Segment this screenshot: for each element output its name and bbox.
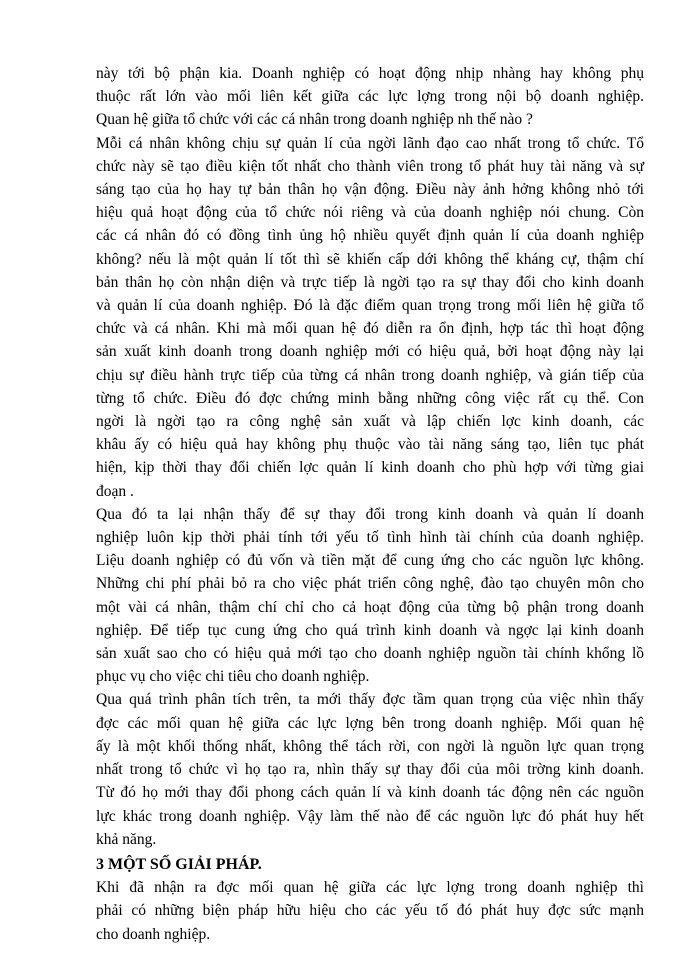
text-line: Liệu doanh nghiệp có đủ vốn và tiền mặt để cung ứng cho các nguồn lực không. <box>96 552 644 570</box>
text-line: lực khác trong doanh nghiệp. Vậy làm thế nào để các nguồn lực đó phát huy hết <box>96 807 644 825</box>
text-line: chức này sẽ tạo điều kiện tốt nhất cho thành viên trong tổ phát huy tài năng và sự <box>96 157 644 175</box>
text-line: một vài cá nhân, thậm chí chỉ cho cả hoạt động của từng bộ phận trong doanh <box>96 598 644 616</box>
text-line: các cá nhân đó có đồng tình ủng hộ nhiều quyết định quản lí của doanh nghiệp <box>96 227 644 245</box>
document-page <box>96 62 644 946</box>
body-text <box>96 62 644 851</box>
text-line: chịu sự điều hành trực tiếp của từng cá nhân trong doanh nghiệp, và gián tiếp của <box>96 366 644 384</box>
text-line: nghiệp. Để tiếp tục cung ứng cho quá trình kinh doanh và ngợc lại kinh doanh <box>96 621 644 639</box>
text-line: nhất trong tổ chức vì họ tạo ra, nhìn thấy sự thay đổi của môi trờng kinh doanh. <box>96 761 644 779</box>
text-line: Những chi phí phải bỏ ra cho việc phát triển công nghệ, đào tạo chuyên môn cho <box>96 575 644 593</box>
section-heading: 3 MỘT SỐ GIẢI PHÁP. <box>96 855 262 873</box>
text-line: không? nếu là một quản lí tốt thì sẽ khiến cấp dới không thể kháng cự, thậm chí <box>96 250 644 268</box>
text-line: bản thân họ còn nhận diện và trực tiếp là ngời tạo ra sự thay đổi cho kinh doanh <box>96 273 644 291</box>
text-line: sáng tạo của họ hay tự bản thân họ vận động. Điều này ảnh hởng không nhỏ tới <box>96 181 644 199</box>
text-line: và quản lí của doanh nghiệp. Đó là đặc điểm quan trọng trong mối liên hệ giữa tổ <box>96 297 644 315</box>
text-line: Từ đó họ mới thay đổi phong cách quản lí và kinh doanh tác động nên các nguồn <box>96 784 644 802</box>
text-line: Qua đó ta lại nhận thấy để sự thay đổi trong kinh doanh và quản lí doanh <box>96 505 644 523</box>
text-line: thuộc rất lớn vào mối liên kết giữa các lực lợng trong nội bộ doanh nghiệp. <box>96 88 644 106</box>
text-line: Quan hệ giữa tổ chức với các cá nhân trong doanh nghiệp nh thế nào ? <box>96 111 533 129</box>
text-line: này tới bộ phận kia. Doanh nghiệp có hoạt động nhịp nhàng hay không phụ <box>96 65 644 82</box>
section-text <box>96 876 644 946</box>
text-line: đợc các mối quan hệ giữa các lực lợng bên trong doanh nghiệp. Mối quan hệ <box>96 714 644 732</box>
text-line: đoạn . <box>96 482 134 500</box>
text-line: ngời là ngời tạo ra công nghệ sản xuất và lập chiến lợc kinh doanh, các <box>96 413 644 431</box>
text-line: Mỗi cá nhân không chịu sự quản lí của ngời lãnh đạo cao nhất trong tổ chức. Tổ <box>96 134 644 152</box>
text-line: khả năng. <box>96 830 157 848</box>
text-line: sản xuất sao cho có hiệu quả mới tạo cho doanh nghiệp nguồn tài chính khổng lồ <box>96 645 644 663</box>
text-line: phải có những biện pháp hữu hiệu cho các yếu tố đó phát huy đợc sức mạnh <box>96 902 644 920</box>
text-line: phục vụ cho việc chi tiêu cho doanh nghiệp. <box>96 668 370 686</box>
text-line: hiện, kịp thời thay đổi chiến lợc quản lí kinh doanh cho phù hợp với từng giai <box>96 459 644 477</box>
text-line: sản xuất kinh doanh trong doanh nghiệp mới có hiệu quả, bởi hoạt động này lại <box>96 343 644 361</box>
text-line: Khi đã nhận ra đợc mối quan hệ giữa các lực lợng trong doanh nghiệp thì <box>96 879 644 897</box>
text-line: khâu ấy có hiệu quả hay không phụ thuộc vào tài năng sáng tạo, liên tục phát <box>96 436 644 454</box>
text-line: chức và cá nhân. Khi mà mối quan hệ đó diễn ra ổn định, hợp tác thì hoạt động <box>96 320 644 338</box>
text-line: Qua quá trình phân tích trên, ta mới thấy đợc tầm quan trọng của việc nhìn thấy <box>96 691 644 709</box>
text-line: hiệu quả hoạt động của tổ chức nói riêng và của doanh nghiệp nói chung. Còn <box>96 204 644 222</box>
text-line: cho doanh nghiệp. <box>96 925 211 943</box>
text-line: từng tổ chức. Điều đó đợc chứng minh bằng những công việc rất cụ thể. Con <box>96 389 644 407</box>
text-line: nghiệp luôn kịp thời phải tính tới yếu tố tình hình tài chính của doanh nghiệp. <box>96 529 644 547</box>
text-line: ấy là một khối thống nhất, không thể tách rời, con ngời là nguồn lực quan trọng <box>96 737 644 755</box>
